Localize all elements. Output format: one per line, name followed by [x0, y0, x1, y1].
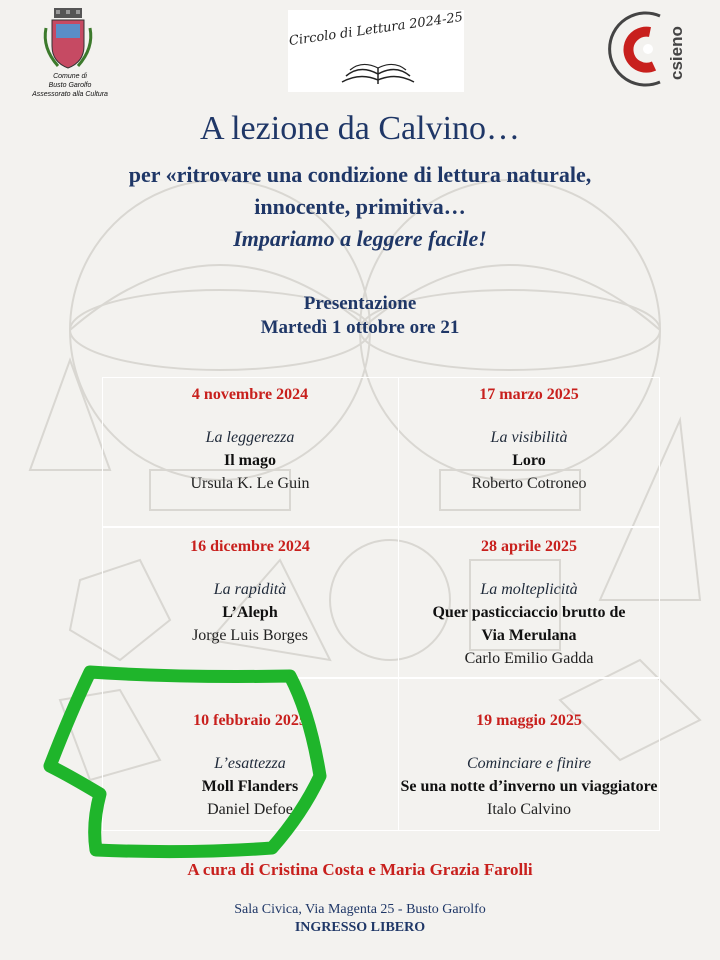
presentation-block: [0, 292, 720, 340]
venue-line: Sala Civica, Via Magenta 25 - Busto Garolfo: [234, 902, 486, 917]
green-highlight-mark: [40, 664, 330, 864]
schedule-cell: [102, 535, 398, 647]
book-author: Italo Calvino: [487, 801, 571, 818]
grid-divider: [102, 526, 660, 528]
meeting-theme: L’esattezza: [214, 755, 286, 772]
book-title: Moll Flanders: [201, 778, 299, 795]
cs-logo-icon: [598, 6, 698, 92]
presentation-label: Presentazione: [303, 293, 417, 314]
open-book-icon: [338, 54, 418, 88]
meeting-date: 19 maggio 2025: [476, 712, 582, 729]
book-author: Daniel Defoe: [207, 801, 293, 818]
circolo-logo-text: Circolo di Lettura 2024-25: [288, 9, 464, 50]
comune-line: Assessorato alla Cultura: [32, 91, 108, 98]
comune-line: Busto Garolfo: [48, 82, 92, 89]
subtitle-line-3: Impariamo a leggere facile!: [233, 226, 487, 251]
meeting-theme: La molteplicità: [480, 581, 578, 598]
meeting-theme: La rapidità: [213, 581, 287, 598]
book-author: Carlo Emilio Gadda: [464, 650, 594, 667]
meeting-theme: La visibilità: [490, 429, 568, 446]
comune-line: Comune di: [53, 73, 87, 80]
comune-label: [20, 72, 120, 99]
subtitle-line-2: innocente, primitiva…: [254, 194, 466, 219]
meeting-theme: Cominciare e finire: [466, 755, 592, 772]
meeting-date: 16 dicembre 2024: [190, 538, 310, 555]
book-title: L’Aleph: [222, 604, 278, 621]
book-title: Il mago: [224, 452, 276, 469]
meeting-date: 17 marzo 2025: [479, 386, 579, 403]
book-title: Via Merulana: [481, 627, 577, 644]
schedule-cell: [398, 535, 660, 670]
book-title: Se una notte d’inverno un viaggiatore: [400, 778, 658, 795]
schedule-cell: [398, 383, 660, 495]
cs-logo-text: csieno: [667, 26, 686, 80]
presentation-date: Martedì 1 ottobre ore 21: [260, 317, 460, 338]
book-title: Loro: [512, 452, 546, 469]
book-author: Roberto Cotroneo: [471, 475, 587, 492]
schedule-cell: [102, 383, 398, 495]
meeting-theme: La leggerezza: [205, 429, 295, 446]
meeting-date: 10 febbraio 2025: [193, 712, 307, 729]
curator-line: A cura di Cristina Costa e Maria Grazia Farolli: [187, 860, 533, 879]
circolo-lettura-logo: [288, 10, 464, 92]
entry-line: INGRESSO LIBERO: [294, 920, 426, 935]
book-title: Quer pasticciaccio brutto de: [432, 604, 626, 621]
meeting-date: 4 novembre 2024: [191, 386, 309, 403]
book-author: Jorge Luis Borges: [192, 627, 308, 644]
meeting-date: 28 aprile 2025: [481, 538, 577, 555]
book-author: Ursula K. Le Guin: [190, 475, 310, 492]
schedule-cell: [338, 709, 720, 821]
comune-crest-icon: [40, 8, 96, 72]
page-title: A lezione da Calvino…: [199, 110, 521, 147]
subtitle-line-1: per «ritrovare una condizione di lettura naturale,: [128, 162, 592, 187]
